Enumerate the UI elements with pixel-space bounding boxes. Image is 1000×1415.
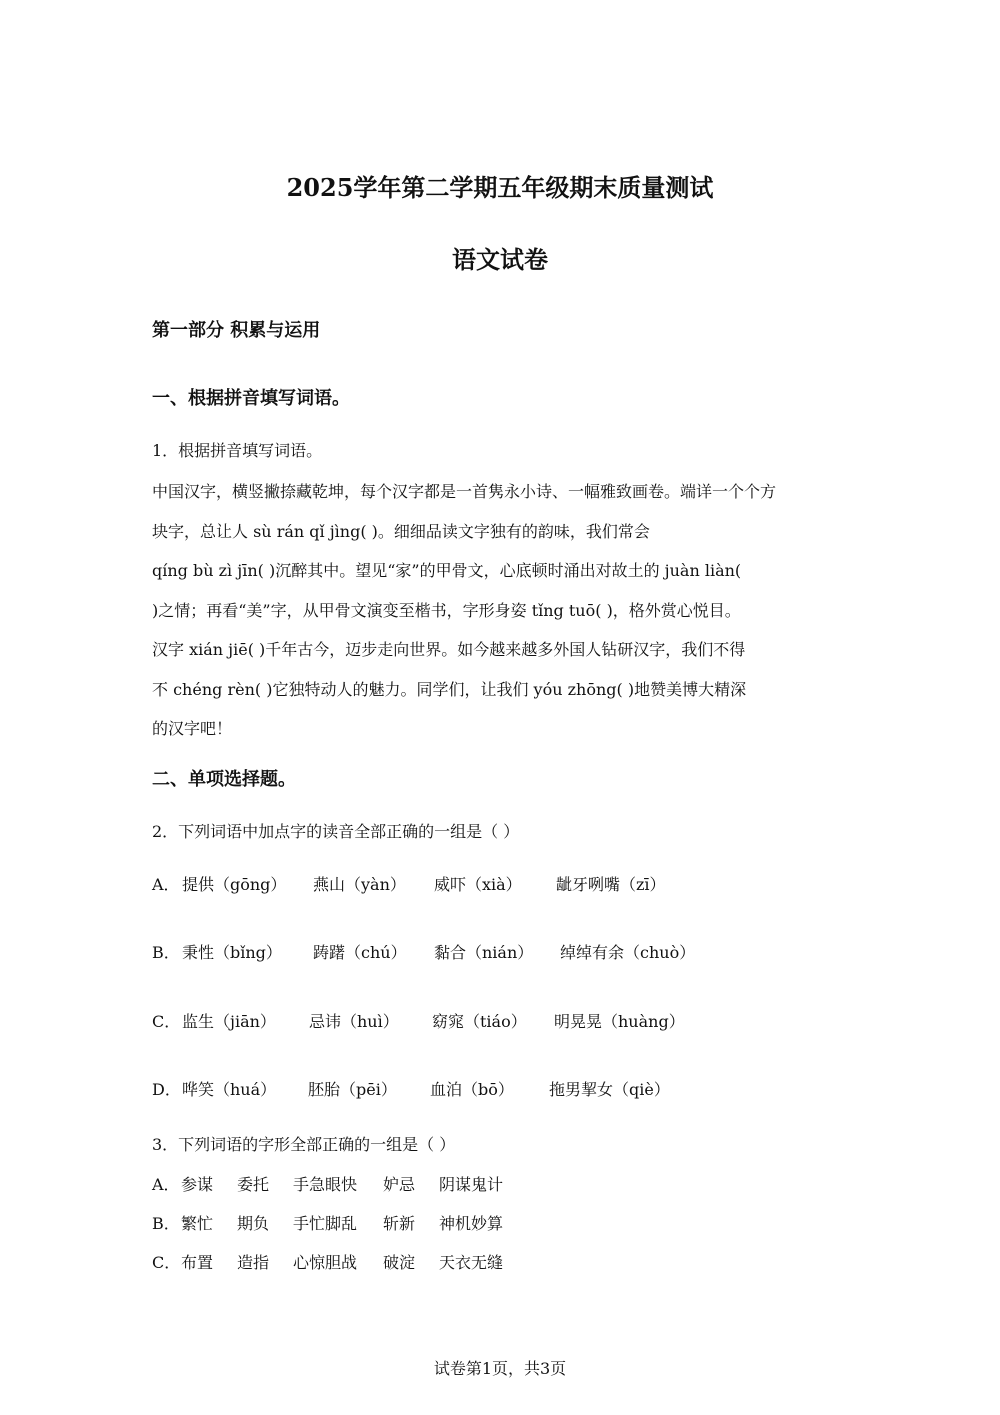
option-item: 天衣无缝 <box>439 1253 504 1272</box>
option-item: 破淀 <box>383 1253 416 1272</box>
option-label: C． <box>152 1012 181 1031</box>
option-item: 窈窕（tiáo） <box>432 1012 527 1031</box>
option-item: 繁忙 <box>181 1214 214 1233</box>
option-item: 委托 <box>237 1175 270 1194</box>
option-item: 明晃晃（huàng） <box>554 1012 685 1031</box>
exam-subtitle: 语文试卷 <box>452 245 548 274</box>
option-item: 威吓（xià） <box>434 875 522 894</box>
option-label: A． <box>152 875 180 894</box>
option-label: D． <box>152 1080 181 1099</box>
option-item: 斩新 <box>383 1214 416 1233</box>
option-item: 心惊胆战 <box>293 1253 358 1272</box>
passage-line: )之情；再看“美”字，从甲骨文演变至楷书，字形身姿 tǐng tuō( )，格外赏心悦目。 <box>152 600 741 620</box>
question-1-passage <box>152 472 852 749</box>
option-item: 监生（jiān） <box>182 1012 276 1031</box>
passage-line: 汉字 xián jiē( )千年古今，迈步走向世界。如今越来越多外国人钻研汉字，我们不得 <box>152 640 746 659</box>
question-1-stem: 1．根据拼音填写词语。 <box>152 441 323 460</box>
option-item: 忌讳（huì） <box>309 1012 399 1031</box>
passage-line: 不 chéng rèn( )它独特动人的魅力。同学们，让我们 yóu zhōng( )地赞美博大精深 <box>152 679 747 699</box>
option-item: 胚胎（pēi） <box>308 1080 397 1099</box>
option-label: B． <box>152 943 180 962</box>
option-item: 手急眼快 <box>293 1175 358 1194</box>
option-item: 参谋 <box>181 1175 214 1194</box>
question-2-stem: 2．下列词语中加点字的读音全部正确的一组是（ ） <box>152 822 520 841</box>
option-item: 血泊（bō） <box>430 1080 514 1099</box>
option-item: 秉性（bǐng） <box>182 943 282 962</box>
passage-line: qíng bù zì jīn( )沉醉其中。望见“家”的甲骨文，心底顿时涌出对故土的 juàn liàn( <box>152 561 742 580</box>
option-item: 哗笑（huá） <box>182 1080 277 1099</box>
option-item: 造指 <box>237 1253 270 1272</box>
option-item: 期负 <box>237 1214 270 1233</box>
option-item: 拖男挈女（qiè） <box>549 1080 670 1099</box>
option-item: 阴谋鬼计 <box>439 1175 504 1194</box>
passage-line: 的汉字吧！ <box>152 719 233 738</box>
exam-title: 2025学年第二学期五年级期末质量测试 <box>286 173 714 202</box>
option-item: 布置 <box>181 1253 214 1272</box>
option-item: 神机妙算 <box>439 1214 504 1233</box>
option-label: B． <box>152 1214 180 1233</box>
option-item: 黏合（nián） <box>434 943 534 962</box>
option-label: C． <box>152 1253 181 1272</box>
option-item: 踌躇（chú） <box>313 943 407 962</box>
option-item: 燕山（yàn） <box>313 875 406 894</box>
option-item: 提供（gōng） <box>182 875 287 894</box>
option-item: 龇牙咧嘴（zī） <box>556 875 666 894</box>
section-heading-1: 一、根据拼音填写词语。 <box>152 388 350 409</box>
section-heading-2: 二、单项选择题。 <box>152 769 296 790</box>
passage-line: 中国汉字，横竖撇捺藏乾坤，每个汉字都是一首隽永小诗、一幅雅致画卷。端详一个个方 <box>152 482 777 501</box>
option-item: 手忙脚乱 <box>293 1214 358 1233</box>
option-item: 绰绰有余（chuò） <box>560 943 696 962</box>
option-label: A． <box>152 1175 180 1194</box>
passage-line: 块字，总让人 sù rán qǐ jìng( )。细细品读文字独有的韵味，我们常会 <box>152 521 650 541</box>
question-3-stem: 3．下列词语的字形全部正确的一组是（ ） <box>152 1135 456 1154</box>
option-item: 妒忌 <box>383 1175 416 1194</box>
page-footer: 试卷第1页，共3页 <box>433 1359 567 1378</box>
part-heading: 第一部分 积累与运用 <box>152 320 321 341</box>
